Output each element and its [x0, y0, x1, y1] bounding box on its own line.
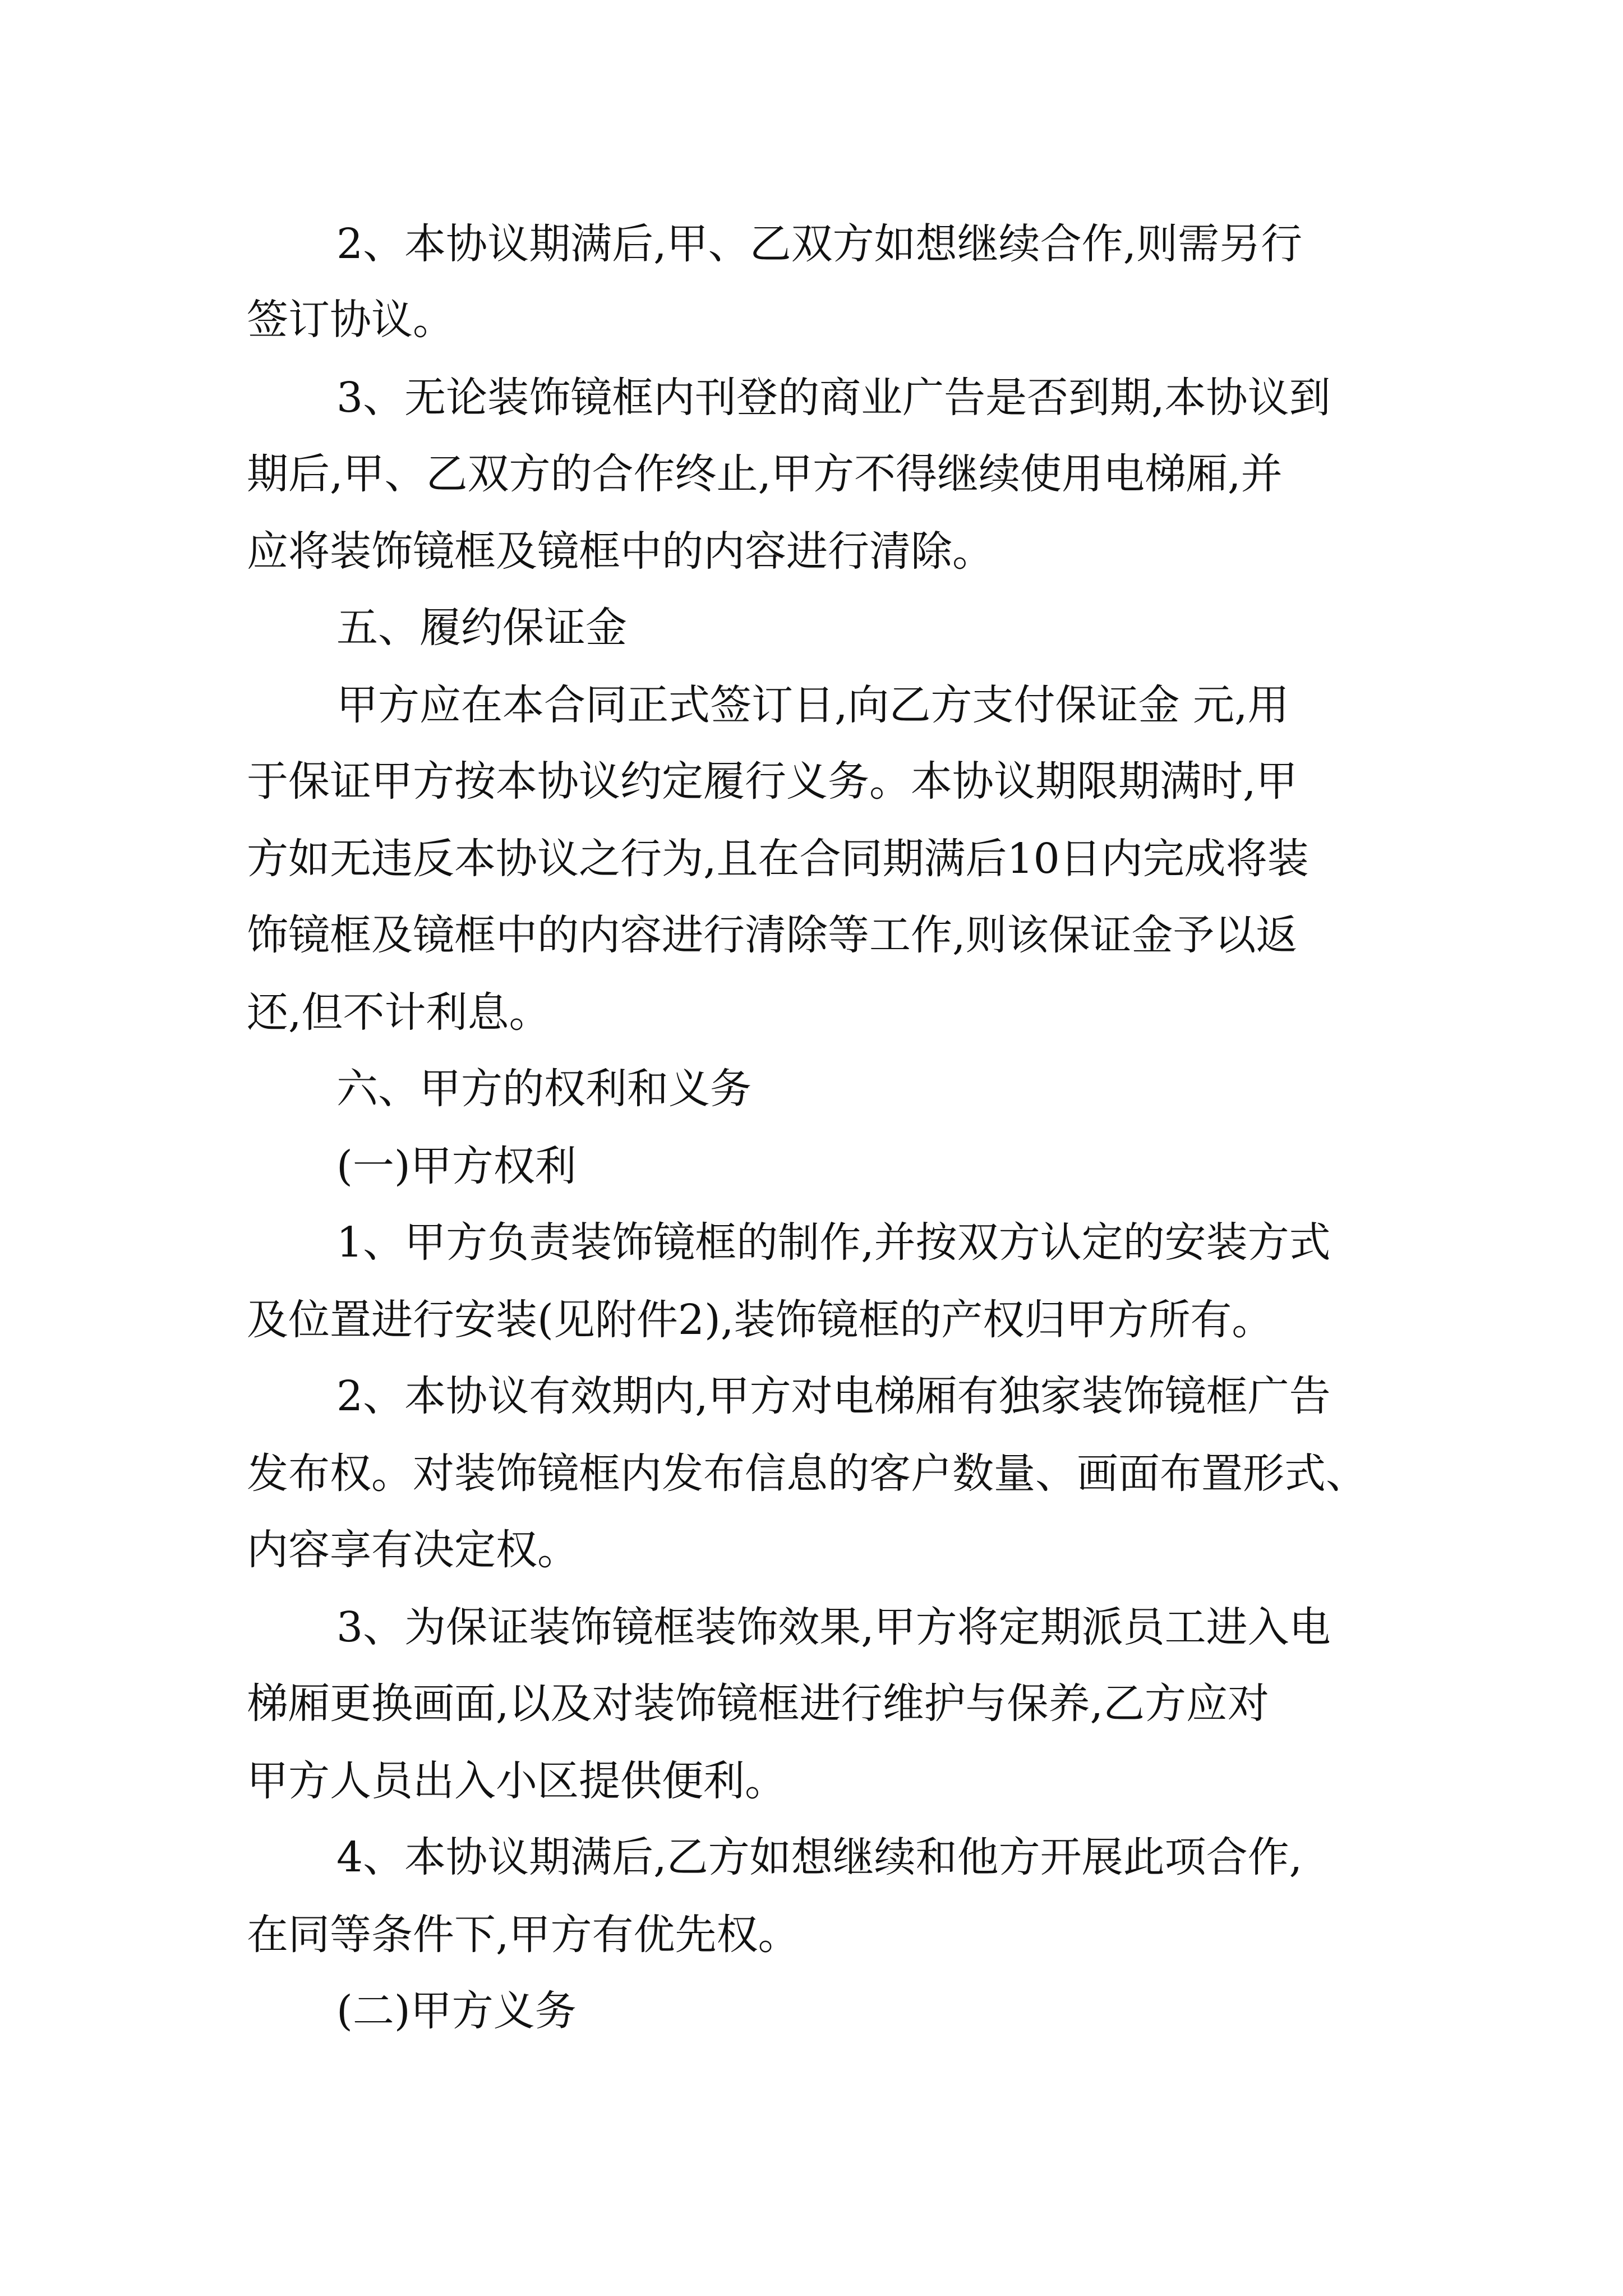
text-line: 2、本协议有效期内,甲方对电梯厢有独家装饰镜框广告 — [336, 1372, 1331, 1420]
text-line: 期后,甲、乙双方的合作终止,甲方不得继续使用电梯厢,并 — [247, 450, 1283, 498]
text-line: 及位置进行安装(见附件2),装饰镜框的产权归甲方所有。 — [247, 1296, 1274, 1344]
subsection-heading: (一)甲方权利 — [336, 1142, 577, 1190]
text-line: 梯厢更换画面,以及对装饰镜框进行维护与保养,乙方应对 — [247, 1680, 1270, 1728]
text-line: 签订协议。 — [247, 296, 454, 344]
text-line: 内容享有决定权。 — [247, 1526, 579, 1574]
text-line: 应将装饰镜框及镜框中的内容进行清除。 — [247, 527, 994, 576]
subsection-heading: (二)甲方义务 — [336, 1987, 577, 2035]
text-line: 还,但不计利息。 — [247, 988, 551, 1037]
text-line: 2、本协议期满后,甲、乙双方如想继续合作,则需另行 — [336, 220, 1303, 268]
text-line: 发布权。对装饰镜框内发布信息的客户数量、画面布置形式、 — [247, 1450, 1367, 1498]
text-line: 在同等条件下,甲方有优先权。 — [247, 1911, 800, 1959]
text-line: 饰镜框及镜框中的内容进行清除等工作,则该保证金予以返 — [247, 911, 1298, 959]
text-line: 1、甲方负责装饰镜框的制作,并按双方认定的安装方式 — [336, 1218, 1331, 1267]
text-line: 4、本协议期满后,乙方如想继续和他方开展此项合作, — [336, 1833, 1303, 1881]
text-line: 甲方应在本合同正式签订日,向乙方支付保证金 元,用 — [336, 681, 1289, 729]
section-heading: 六、甲方的权利和义务 — [336, 1065, 751, 1113]
section-heading: 五、履约保证金 — [336, 604, 627, 652]
text-line: 3、无论装饰镜框内刊登的商业广告是否到期,本协议到 — [336, 374, 1331, 422]
text-line: 方如无违反本协议之行为,且在合同期满后10日内完成将装 — [247, 835, 1309, 883]
text-line: 于保证甲方按本协议约定履行义务。本协议期限期满时,甲 — [247, 757, 1298, 806]
text-line: 甲方人员出入小区提供便利。 — [247, 1757, 786, 1805]
text-line: 3、为保证装饰镜框装饰效果,甲方将定期派员工进入电 — [336, 1603, 1331, 1651]
